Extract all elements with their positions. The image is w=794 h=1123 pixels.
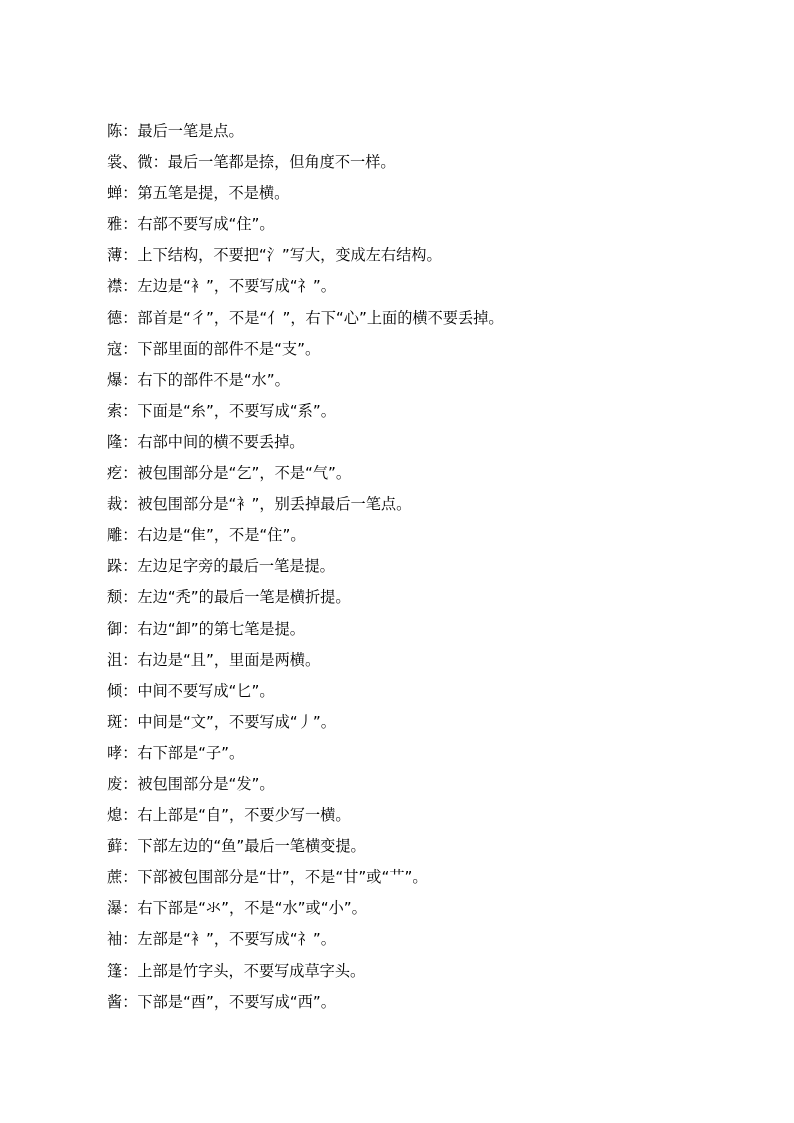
list-item: 雕：右边是“隹”，不是“住”。 — [107, 526, 306, 545]
list-item: 篷：上部是竹字头，不要写成草字头。 — [107, 961, 366, 980]
list-item: 瀑：右下部是“氺”，不是“水”或“小”。 — [107, 899, 367, 918]
list-item: 蝉：第五笔是提，不是横。 — [107, 184, 290, 203]
list-item: 爆：右下的部件不是“水”。 — [107, 370, 290, 389]
list-item: 沮：右边是“且”，里面是两横。 — [107, 650, 321, 669]
list-item: 雅：右部不要写成“住”。 — [107, 215, 275, 234]
correction-list — [107, 116, 747, 1018]
list-item: 裳、微：最后一笔都是捺，但角度不一样。 — [107, 153, 396, 172]
list-item: 酱：下部是“酉”，不要写成“西”。 — [107, 992, 336, 1011]
list-item: 倾：中间不要写成“匕”。 — [107, 681, 275, 700]
list-item: 废：被包围部分是“发”。 — [107, 774, 275, 793]
list-item: 裁：被包围部分是“衤”，别丢掉最后一笔点。 — [107, 495, 412, 514]
list-item: 薄：上下结构，不要把“氵”写大，变成左右结构。 — [107, 246, 442, 265]
list-item: 熄：右上部是“自”，不要少写一横。 — [107, 806, 351, 825]
list-item: 袖：左部是“衤”，不要写成“礻”。 — [107, 930, 336, 949]
list-item: 寇：下部里面的部件不是“支”。 — [107, 339, 321, 358]
list-item: 隆：右部中间的横不要丢掉。 — [107, 432, 305, 451]
list-item: 斑：中间是“文”，不要写成“丿”。 — [107, 712, 336, 731]
list-item: 颓：左边“秃”的最后一笔是横折提。 — [107, 588, 351, 607]
list-item: 索：下面是“糸”，不要写成“系”。 — [107, 401, 336, 420]
list-item: 藓：下部左边的“鱼”最后一笔横变提。 — [107, 837, 366, 856]
list-item: 御：右边“卸”的第七笔是提。 — [107, 619, 305, 638]
list-item: 襟：左边是“衤”，不要写成“礻”。 — [107, 277, 336, 296]
list-item: 蔗：下部被包围部分是“廿”，不是“甘”或“艹”。 — [107, 868, 428, 887]
list-item: 德：部首是“彳”，不是“亻”，右下“心”上面的横不要丢掉。 — [107, 308, 504, 327]
list-item: 哮：右下部是“子”。 — [107, 743, 245, 762]
list-item: 跺：左边足字旁的最后一笔是提。 — [107, 557, 335, 576]
list-item: 疙：被包围部分是“乞”，不是“气”。 — [107, 464, 352, 483]
list-item: 陈：最后一笔是点。 — [107, 122, 244, 140]
